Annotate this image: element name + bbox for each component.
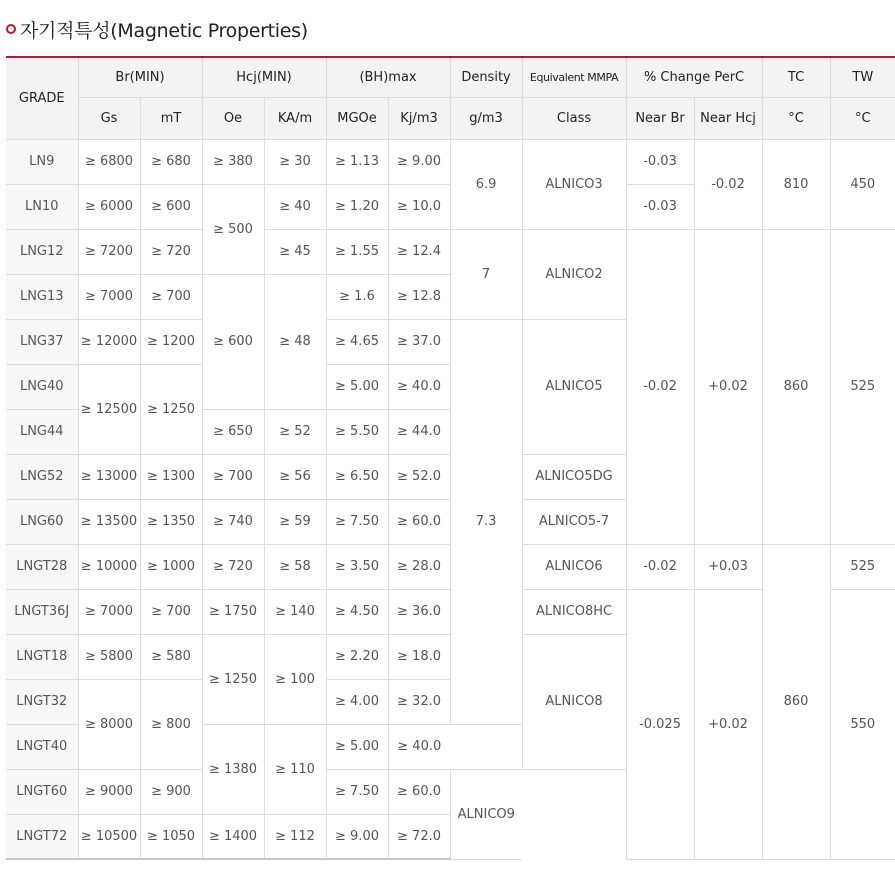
kjm3-cell: ≥ 60.0 <box>388 769 450 814</box>
density-cell: 6.9 <box>450 139 522 229</box>
oe-cell: ≥ 380 <box>202 139 264 184</box>
kam-cell: ≥ 112 <box>264 814 326 859</box>
grade-cell: LNG44 <box>6 409 78 454</box>
gs-cell: ≥ 10500 <box>78 814 140 859</box>
near-br-cell: -0.03 <box>626 184 694 229</box>
gs-cell: ≥ 12500 <box>78 364 140 454</box>
mt-cell: ≥ 900 <box>140 769 202 814</box>
kam-cell: ≥ 140 <box>264 589 326 634</box>
oe-cell: ≥ 650 <box>202 409 264 454</box>
header-change-perc: % Change PerC <box>626 57 762 97</box>
mgoe-cell: ≥ 4.00 <box>326 679 388 724</box>
kjm3-cell: ≥ 52.0 <box>388 454 450 499</box>
kam-cell: ≥ 30 <box>264 139 326 184</box>
header-tw-unit: °C <box>830 97 895 139</box>
gs-cell: ≥ 10000 <box>78 544 140 589</box>
mt-cell: ≥ 1350 <box>140 499 202 544</box>
mt-cell: ≥ 1250 <box>140 364 202 454</box>
near-hcj-cell: -0.02 <box>694 139 762 229</box>
class-cell: ALNICO5-7 <box>522 499 626 544</box>
magnetic-properties-table <box>6 56 895 860</box>
kam-cell: ≥ 110 <box>264 724 326 814</box>
class-cell: ALNICO2 <box>522 229 626 319</box>
mt-cell: ≥ 1300 <box>140 454 202 499</box>
header-density: Density <box>450 57 522 97</box>
grade-cell: LNGT60 <box>6 769 78 814</box>
gs-cell: ≥ 7000 <box>78 274 140 319</box>
tw-cell: 525 <box>830 229 895 544</box>
header-mt: mT <box>140 97 202 139</box>
kjm3-cell: ≥ 12.4 <box>388 229 450 274</box>
grade-cell: LNGT28 <box>6 544 78 589</box>
mt-cell: ≥ 600 <box>140 184 202 229</box>
kjm3-cell: ≥ 37.0 <box>388 319 450 364</box>
grade-cell: LN9 <box>6 139 78 184</box>
kam-cell: ≥ 48 <box>264 274 326 409</box>
table-row <box>6 139 895 184</box>
gs-cell: ≥ 13000 <box>78 454 140 499</box>
mgoe-cell: ≥ 2.20 <box>326 634 388 679</box>
class-cell: ALNICO5 <box>522 319 626 454</box>
gs-cell: ≥ 12000 <box>78 319 140 364</box>
kjm3-cell: ≥ 9.00 <box>388 139 450 184</box>
header-bhmax: (BH)max <box>326 57 450 97</box>
class-cell: ALNICO8HC <box>522 589 626 634</box>
mgoe-cell: ≥ 6.50 <box>326 454 388 499</box>
header-tw: TW <box>830 57 895 97</box>
gs-cell: ≥ 7000 <box>78 589 140 634</box>
mt-cell: ≥ 800 <box>140 679 202 769</box>
tc-cell: 810 <box>762 139 830 229</box>
class-cell: ALNICO9 <box>450 769 522 859</box>
mt-cell: ≥ 680 <box>140 139 202 184</box>
gs-cell: ≥ 7200 <box>78 229 140 274</box>
header-oe: Oe <box>202 97 264 139</box>
density-cell: 7.3 <box>450 319 522 724</box>
mt-cell: ≥ 720 <box>140 229 202 274</box>
oe-cell: ≥ 1380 <box>202 724 264 814</box>
mgoe-cell: ≥ 4.50 <box>326 589 388 634</box>
kjm3-cell: ≥ 32.0 <box>388 679 450 724</box>
oe-cell: ≥ 1250 <box>202 634 264 724</box>
kjm3-cell: ≥ 12.8 <box>388 274 450 319</box>
near-hcj-cell: +0.03 <box>694 544 762 589</box>
class-cell: ALNICO3 <box>522 139 626 229</box>
tw-cell: 550 <box>830 589 895 859</box>
density-cell: 7 <box>450 229 522 319</box>
circle-bullet-icon <box>6 24 16 34</box>
tw-cell: 450 <box>830 139 895 229</box>
kam-cell: ≥ 59 <box>264 499 326 544</box>
grade-cell: LNG37 <box>6 319 78 364</box>
oe-cell: ≥ 700 <box>202 454 264 499</box>
mgoe-cell: ≥ 5.50 <box>326 409 388 454</box>
grade-cell: LNG60 <box>6 499 78 544</box>
oe-cell: ≥ 500 <box>202 184 264 274</box>
section-heading <box>6 14 308 44</box>
oe-cell: ≥ 600 <box>202 274 264 409</box>
grade-cell: LNG13 <box>6 274 78 319</box>
kjm3-cell: ≥ 18.0 <box>388 634 450 679</box>
kam-cell: ≥ 56 <box>264 454 326 499</box>
header-kam: KA/m <box>264 97 326 139</box>
tc-cell: 860 <box>762 229 830 544</box>
oe-cell: ≥ 1400 <box>202 814 264 859</box>
gs-cell: ≥ 6800 <box>78 139 140 184</box>
kjm3-cell: ≥ 10.0 <box>388 184 450 229</box>
header-kjm3: Kj/m3 <box>388 97 450 139</box>
gs-cell: ≥ 9000 <box>78 769 140 814</box>
header-gm3: g/m3 <box>450 97 522 139</box>
oe-cell: ≥ 720 <box>202 544 264 589</box>
mt-cell: ≥ 1050 <box>140 814 202 859</box>
mt-cell: ≥ 1200 <box>140 319 202 364</box>
gs-cell: ≥ 13500 <box>78 499 140 544</box>
mt-cell: ≥ 700 <box>140 274 202 319</box>
grade-cell: LN10 <box>6 184 78 229</box>
kam-cell: ≥ 100 <box>264 634 326 724</box>
header-hcj: Hcj(MIN) <box>202 57 326 97</box>
header-tc: TC <box>762 57 830 97</box>
near-br-cell: -0.025 <box>626 589 694 859</box>
class-cell: ALNICO5DG <box>522 454 626 499</box>
kjm3-cell: ≥ 40.0 <box>388 364 450 409</box>
mgoe-cell: ≥ 1.55 <box>326 229 388 274</box>
grade-cell: LNGT72 <box>6 814 78 859</box>
near-br-cell: -0.02 <box>626 544 694 589</box>
header-near-hcj: Near Hcj <box>694 97 762 139</box>
gs-cell: ≥ 8000 <box>78 679 140 769</box>
kjm3-cell: ≥ 40.0 <box>388 724 450 769</box>
mt-cell: ≥ 700 <box>140 589 202 634</box>
tw-cell: 525 <box>830 544 895 589</box>
mgoe-cell: ≥ 9.00 <box>326 814 388 859</box>
oe-cell: ≥ 740 <box>202 499 264 544</box>
tc-cell: 860 <box>762 544 830 859</box>
gs-cell: ≥ 5800 <box>78 634 140 679</box>
mgoe-cell: ≥ 1.6 <box>326 274 388 319</box>
kam-cell: ≥ 58 <box>264 544 326 589</box>
grade-cell: LNG12 <box>6 229 78 274</box>
header-br: Br(MIN) <box>78 57 202 97</box>
near-hcj-cell: +0.02 <box>694 589 762 859</box>
class-cell: ALNICO6 <box>522 544 626 589</box>
mt-cell: ≥ 1000 <box>140 544 202 589</box>
kam-cell: ≥ 40 <box>264 184 326 229</box>
near-br-cell: -0.02 <box>626 229 694 544</box>
mgoe-cell: ≥ 1.20 <box>326 184 388 229</box>
kam-cell: ≥ 52 <box>264 409 326 454</box>
class-cell: ALNICO8 <box>522 634 626 769</box>
grade-cell: LNGT32 <box>6 679 78 724</box>
mgoe-cell: ≥ 7.50 <box>326 769 388 814</box>
header-class: Class <box>522 97 626 139</box>
header-gs: Gs <box>78 97 140 139</box>
page-title: 자기적특성(Magnetic Properties) <box>20 19 308 42</box>
grade-cell: LNGT18 <box>6 634 78 679</box>
near-hcj-cell: +0.02 <box>694 229 762 544</box>
kjm3-cell: ≥ 60.0 <box>388 499 450 544</box>
mgoe-cell: ≥ 5.00 <box>326 364 388 409</box>
header-grade: GRADE <box>6 57 78 139</box>
grade-cell: LNGT36J <box>6 589 78 634</box>
mgoe-cell: ≥ 7.50 <box>326 499 388 544</box>
header-tc-unit: °C <box>762 97 830 139</box>
kjm3-cell: ≥ 28.0 <box>388 544 450 589</box>
header-equivalent-mmpa: Equivalent MMPA <box>522 57 626 97</box>
kjm3-cell: ≥ 36.0 <box>388 589 450 634</box>
table-row <box>6 229 895 274</box>
grade-cell: LNG40 <box>6 364 78 409</box>
header-near-br: Near Br <box>626 97 694 139</box>
oe-cell: ≥ 1750 <box>202 589 264 634</box>
grade-cell: LNG52 <box>6 454 78 499</box>
near-br-cell: -0.03 <box>626 139 694 184</box>
grade-cell: LNGT40 <box>6 724 78 769</box>
mgoe-cell: ≥ 4.65 <box>326 319 388 364</box>
kjm3-cell: ≥ 72.0 <box>388 814 450 859</box>
kam-cell: ≥ 45 <box>264 229 326 274</box>
mgoe-cell: ≥ 5.00 <box>326 724 388 769</box>
kjm3-cell: ≥ 44.0 <box>388 409 450 454</box>
mgoe-cell: ≥ 3.50 <box>326 544 388 589</box>
mgoe-cell: ≥ 1.13 <box>326 139 388 184</box>
header-mgoe: MGOe <box>326 97 388 139</box>
mt-cell: ≥ 580 <box>140 634 202 679</box>
gs-cell: ≥ 6000 <box>78 184 140 229</box>
